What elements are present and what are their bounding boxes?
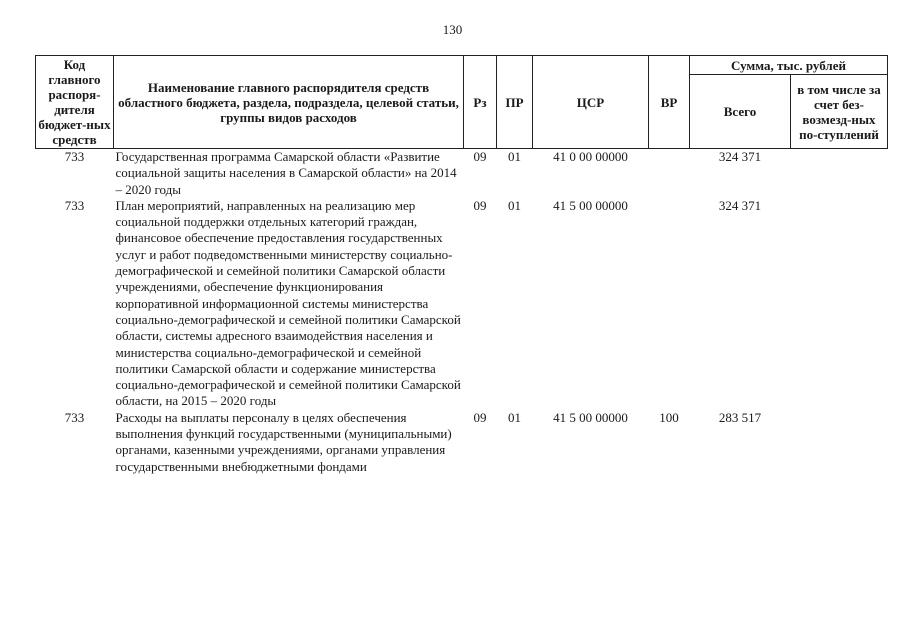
cell-code: 733: [64, 149, 85, 164]
table-row: [36, 410, 888, 475]
header-total: Всего: [690, 75, 791, 149]
table-row: [36, 149, 888, 198]
cell-vr: [649, 149, 690, 198]
header-code: Код главного распоря-дителя бюджет-ных средств: [36, 56, 114, 149]
header-incl: в том числе за счет без-возмезд-ных по-ступлений: [791, 75, 888, 149]
page-number: 130: [442, 22, 463, 37]
cell-total: 324 371: [718, 197, 762, 213]
cell-pr: 01: [508, 197, 521, 213]
cell-rz: 09: [473, 409, 487, 425]
header-pr: ПР: [497, 56, 533, 149]
cell-total: 283 517: [718, 409, 762, 425]
header-rz: Рз: [464, 56, 497, 149]
cell-name: Государственная программа Самарской области «Развитие социальной защиты населения в Самарской области» на 2014 – 2020 годы: [115, 149, 457, 197]
cell-pr: 01: [508, 409, 521, 425]
cell-csr: 41 5 00 00000: [553, 409, 628, 425]
cell-vr: [649, 198, 690, 410]
table-row: [36, 198, 888, 410]
cell-pr: 01: [508, 149, 521, 164]
cell-code: 733: [64, 197, 85, 213]
cell-incl: [791, 149, 888, 198]
cell-csr: 41 0 00 00000: [553, 149, 628, 164]
cell-code: 733: [64, 409, 85, 425]
cell-incl: [791, 198, 888, 410]
header-name: Наименование главного распорядителя средств областного бюджета, раздела, подраздела, целевой статьи, группы видов расходов: [114, 56, 464, 149]
cell-total: 324 371: [718, 149, 762, 164]
header-sum-group: Сумма, тыс. рублей: [690, 56, 888, 75]
budget-table: [35, 55, 888, 475]
header-csr: ЦСР: [533, 56, 649, 149]
cell-rz: 09: [473, 149, 487, 164]
header-vr: ВР: [649, 56, 690, 149]
cell-csr: 41 5 00 00000: [553, 197, 628, 213]
table-header-row: [36, 56, 888, 75]
cell-vr: 100: [659, 409, 679, 425]
cell-incl: [791, 410, 888, 475]
cell-name: Расходы на выплаты персоналу в целях обеспечения выполнения функций государственными (муниципальными) органами, казенными учреждениями, органами управления государственными внебюджетными фондами: [115, 409, 452, 474]
cell-rz: 09: [473, 197, 487, 213]
cell-name: План мероприятий, направленных на реализацию мер социальной поддержки отдельных категорий граждан, финансовое обеспечение предоставления государственных услуг и работ подведомственными министерству социально-демографической и семейной политики Самарской области учреждениями, обеспечение функционирования корпоративной информационной системы министерства социально-демографической и семейной политики Самарской области, системы адресного взаимодействия населения и министерства социально-демографической и семейной политики Самарской области и содержание министерства социально-демографической и семейной политики Самарской области, на 2015 – 2020 годы: [115, 197, 461, 409]
